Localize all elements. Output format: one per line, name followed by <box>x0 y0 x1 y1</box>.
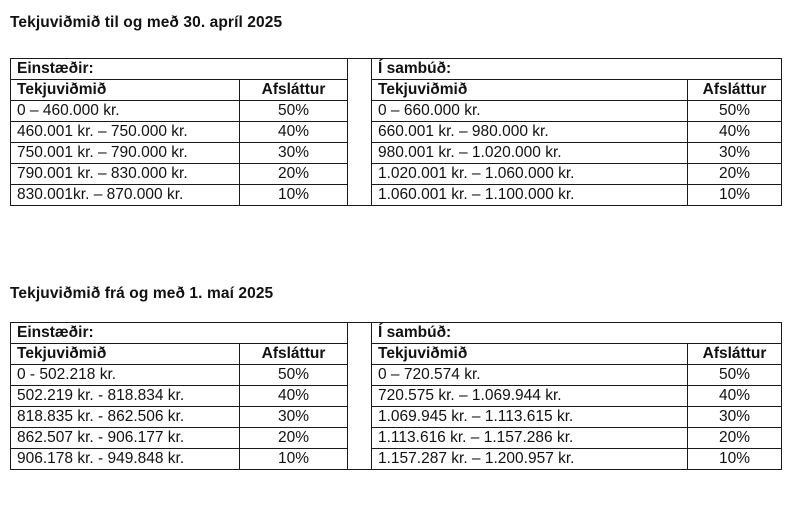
table-row <box>11 365 782 386</box>
couple-income-header: Tekjuviðmið <box>372 80 688 101</box>
single-discount: 10% <box>240 449 348 470</box>
single-discount-header: Afsláttur <box>240 80 348 101</box>
couple-income-range: 1.157.287 kr. – 1.200.957 kr. <box>372 449 688 470</box>
table-row <box>11 164 782 185</box>
single-income-range: 0 - 502.218 kr. <box>11 365 240 386</box>
group-row <box>11 59 782 80</box>
income-table <box>10 322 782 470</box>
header-row <box>11 344 782 365</box>
table-row <box>11 185 782 206</box>
couple-discount-header: Afsláttur <box>688 80 782 101</box>
single-income-range: 502.219 kr. - 818.834 kr. <box>11 386 240 407</box>
couple-group-label: Í sambúð: <box>372 323 782 344</box>
single-income-range: 460.001 kr. – 750.000 kr. <box>11 122 240 143</box>
couple-income-range: 0 – 720.574 kr. <box>372 365 688 386</box>
header-row <box>11 80 782 101</box>
table-row <box>11 407 782 428</box>
single-discount: 50% <box>240 101 348 122</box>
couple-discount: 20% <box>688 164 782 185</box>
group-row <box>11 323 782 344</box>
table-row <box>11 386 782 407</box>
table-row <box>11 122 782 143</box>
single-group-label: Einstæðir: <box>11 323 348 344</box>
single-discount: 30% <box>240 143 348 164</box>
couple-income-range: 720.575 kr. – 1.069.944 kr. <box>372 386 688 407</box>
single-discount: 50% <box>240 365 348 386</box>
couple-discount: 30% <box>688 407 782 428</box>
single-income-range: 0 – 460.000 kr. <box>11 101 240 122</box>
table-row <box>11 101 782 122</box>
single-discount: 20% <box>240 164 348 185</box>
couple-income-range: 660.001 kr. – 980.000 kr. <box>372 122 688 143</box>
couple-income-range: 0 – 660.000 kr. <box>372 101 688 122</box>
single-income-range: 830.001kr. – 870.000 kr. <box>11 185 240 206</box>
couple-income-range: 1.069.945 kr. – 1.113.615 kr. <box>372 407 688 428</box>
single-discount: 30% <box>240 407 348 428</box>
couple-discount: 50% <box>688 365 782 386</box>
section-title: Tekjuviðmið til og með 30. apríl 2025 <box>10 14 283 31</box>
couple-discount: 40% <box>688 386 782 407</box>
column-gap <box>348 59 372 206</box>
couple-discount: 40% <box>688 122 782 143</box>
single-income-range: 862.507 kr. - 906.177 kr. <box>11 428 240 449</box>
single-discount: 40% <box>240 386 348 407</box>
table-row <box>11 428 782 449</box>
couple-discount: 20% <box>688 428 782 449</box>
single-discount-header: Afsláttur <box>240 344 348 365</box>
couple-discount: 10% <box>688 449 782 470</box>
couple-income-range: 1.113.616 kr. – 1.157.286 kr. <box>372 428 688 449</box>
single-income-range: 790.001 kr. – 830.000 kr. <box>11 164 240 185</box>
couple-income-header: Tekjuviðmið <box>372 344 688 365</box>
couple-discount: 30% <box>688 143 782 164</box>
column-gap <box>348 323 372 470</box>
couple-discount: 50% <box>688 101 782 122</box>
single-income-header: Tekjuviðmið <box>11 80 240 101</box>
single-group-label: Einstæðir: <box>11 59 348 80</box>
single-income-range: 750.001 kr. – 790.000 kr. <box>11 143 240 164</box>
couple-group-label: Í sambúð: <box>372 59 782 80</box>
couple-income-range: 1.060.001 kr. – 1.100.000 kr. <box>372 185 688 206</box>
couple-discount-header: Afsláttur <box>688 344 782 365</box>
single-income-header: Tekjuviðmið <box>11 344 240 365</box>
single-income-range: 906.178 kr. - 949.848 kr. <box>11 449 240 470</box>
couple-income-range: 980.001 kr. – 1.020.000 kr. <box>372 143 688 164</box>
couple-income-range: 1.020.001 kr. – 1.060.000 kr. <box>372 164 688 185</box>
table-row <box>11 449 782 470</box>
section-title: Tekjuviðmið frá og með 1. maí 2025 <box>10 285 274 302</box>
single-discount: 10% <box>240 185 348 206</box>
single-discount: 40% <box>240 122 348 143</box>
single-discount: 20% <box>240 428 348 449</box>
single-income-range: 818.835 kr. - 862.506 kr. <box>11 407 240 428</box>
table-row <box>11 143 782 164</box>
couple-discount: 10% <box>688 185 782 206</box>
income-table <box>10 58 782 206</box>
